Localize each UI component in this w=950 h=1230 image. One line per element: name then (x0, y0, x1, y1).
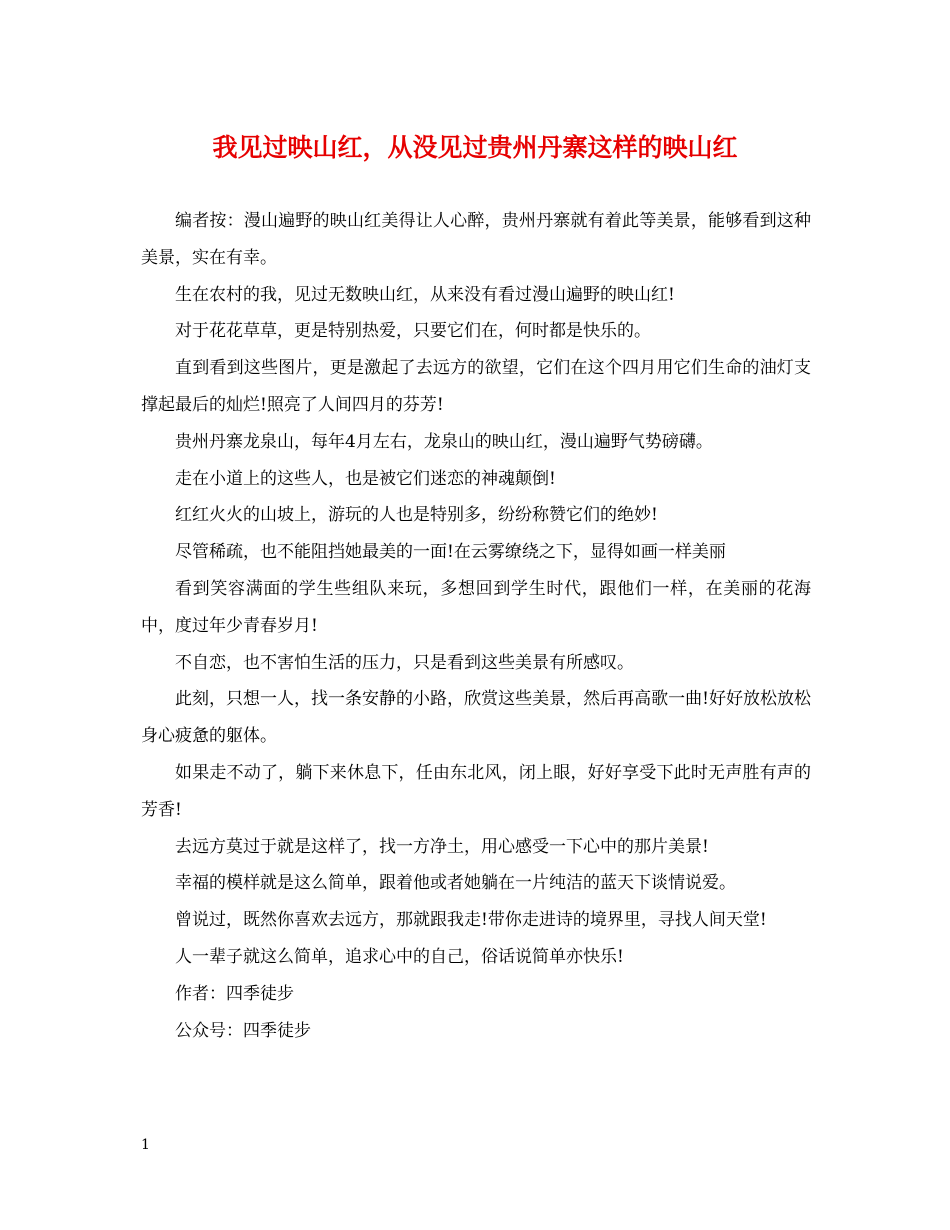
paragraph: 生在农村的我，见过无数映山红，从来没有看过漫山遍野的映山红! (175, 284, 675, 305)
paragraph: 尽管稀疏，也不能阻挡她最美的一面!在云雾缭绕之下，显得如画一样美丽 (175, 542, 726, 563)
article-body (141, 203, 811, 1049)
paragraph: 红红火火的山坡上，游玩的人也是特别多，纷纷称赞它们的绝妙! (175, 505, 658, 526)
page-number: 1 (141, 1137, 150, 1153)
paragraph: 直到看到这些图片，更是激起了去远方的欲望，它们在这个四月用它们生命的油灯支撑起最后的灿烂!照亮了人间四月的芬芳! (141, 358, 811, 415)
paragraph: 走在小道上的这些人，也是被它们迷恋的神魂颠倒! (175, 468, 556, 489)
article-title: 我见过映山红，从没见过贵州丹寨这样的映山红 (212, 133, 738, 162)
paragraph: 贵州丹寨龙泉山，每年4月左右，龙泉山的映山红，漫山遍野气势磅礴。 (175, 431, 713, 452)
paragraph-editor-note: 编者按：漫山遍野的映山红美得让人心醉，贵州丹寨就有着此等美景，能够看到这种美景，实在有幸。 (141, 211, 811, 268)
paragraph: 幸福的模样就是这么简单，跟着他或者她躺在一片纯洁的蓝天下谈情说爱。 (175, 873, 736, 894)
paragraph: 不自恋，也不害怕生活的压力，只是看到这些美景有所感叹。 (175, 652, 634, 673)
paragraph: 对于花花草草，更是特别热爱，只要它们在，何时都是快乐的。 (175, 321, 651, 342)
public-account-line: 公众号：四季徒步 (175, 1020, 311, 1041)
paragraph: 看到笑容满面的学生些组队来玩，多想回到学生时代，跟他们一样，在美丽的花海中，度过年少青春岁月! (141, 578, 811, 636)
paragraph: 此刻，只想一人，找一条安静的小路，欣赏这些美景，然后再高歌一曲!好好放松放松身心疲惫的躯体。 (141, 689, 811, 747)
author-line: 作者：四季徒步 (175, 983, 294, 1004)
paragraph: 曾说过，既然你喜欢去远方，那就跟我走!带你走进诗的境界里，寻找人间天堂! (175, 910, 767, 931)
paragraph: 去远方莫过于就是这样了，找一方净土，用心感受一下心中的那片美景! (175, 836, 709, 857)
paragraph: 如果走不动了，躺下来休息下，任由东北风，闭上眼，好好享受下此时无声胜有声的芳香! (141, 762, 811, 820)
paragraph: 人一辈子就这么简单，追求心中的自己，俗话说简单亦快乐! (175, 946, 624, 967)
